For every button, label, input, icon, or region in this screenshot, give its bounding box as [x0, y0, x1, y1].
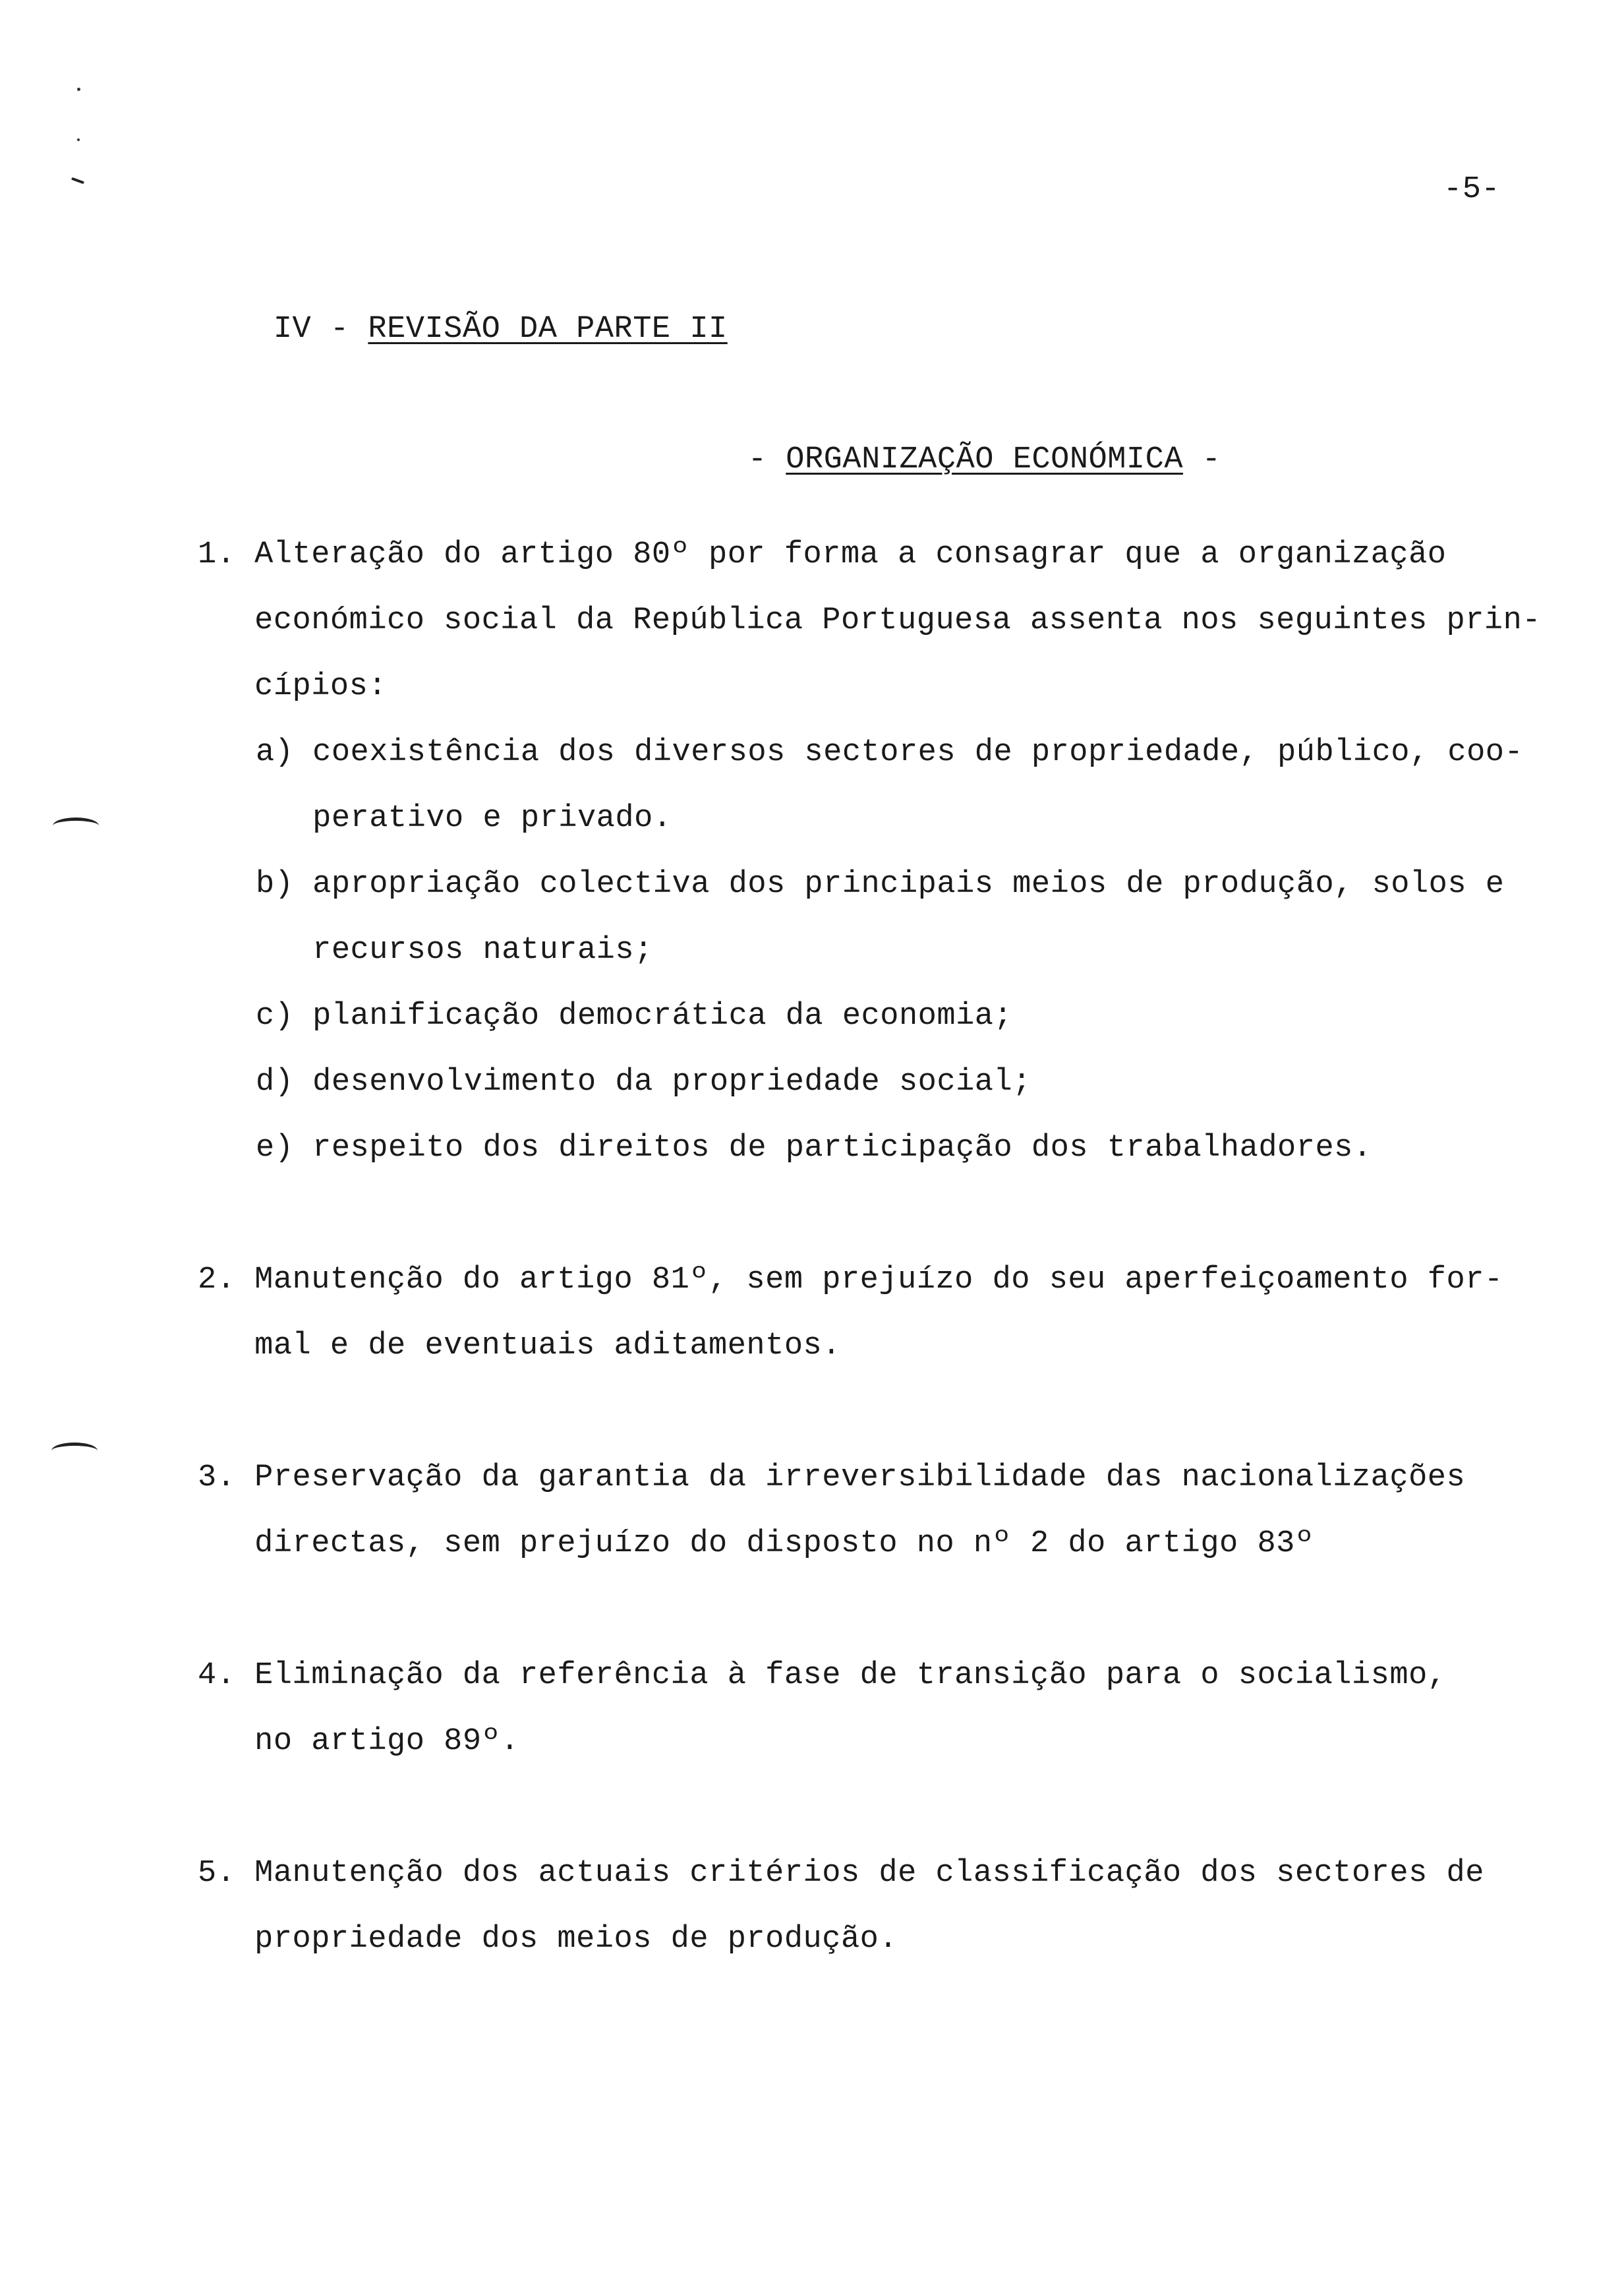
item-1c: c) planificação democrática da economia;	[256, 999, 1013, 1034]
item-1b-line-1: b) apropriação colectiva dos principais meios de produção, solos e	[256, 867, 1505, 902]
page-number: -5-	[1443, 172, 1501, 207]
item-5-line-2: propriedade dos meios de produção.	[198, 1922, 898, 1957]
subtitle-title: ORGANIZAÇÃO ECONÓMICA	[786, 442, 1184, 477]
item-1e: e) respeito dos direitos de participação dos trabalhadores.	[256, 1131, 1372, 1166]
subtitle	[672, 401, 1221, 520]
item-2-line-2: mal e de eventuais aditamentos.	[198, 1328, 841, 1363]
item-2-line-1: 2. Manutenção do artigo 81º, sem prejuízo do seu aperfeiçoamento for-	[198, 1263, 1503, 1297]
item-1a-line-2: perativo e privado.	[256, 801, 672, 836]
item-4-line-2: no artigo 89º.	[198, 1724, 519, 1759]
item-4-line-1: 4. Eliminação da referência à fase de transição para o socialismo,	[198, 1658, 1447, 1693]
subtitle-prefix: -	[747, 442, 786, 477]
punch-hole-mark	[53, 818, 99, 834]
item-1-line-2: económico social da República Portuguesa assenta nos seguintes prin-	[198, 603, 1542, 638]
item-1b-line-2: recursos naturais;	[256, 933, 653, 968]
item-5-line-1: 5. Manutenção dos actuais critérios de classificação dos sectores de	[198, 1856, 1484, 1891]
section-title: REVISÃO DA PARTE II	[368, 312, 728, 347]
item-1d: d) desenvolvimento da propriedade social;	[256, 1065, 1031, 1100]
section-heading	[198, 270, 728, 389]
section-number: IV -	[273, 312, 368, 347]
item-1-line-1: 1. Alteração do artigo 80º por forma a consagrar que a organização	[198, 537, 1447, 572]
item-1a-line-1: a) coexistência dos diversos sectores de propriedade, público, coo-	[256, 735, 1524, 770]
scan-speck	[77, 88, 80, 91]
scan-mark	[71, 177, 84, 185]
item-1-line-3: cípios:	[198, 669, 388, 704]
scan-speck	[77, 138, 80, 141]
item-3-line-2: directas, sem prejuízo do disposto no nº 2 do artigo 83º	[198, 1526, 1314, 1561]
punch-hole-mark	[51, 1442, 98, 1459]
item-3-line-1: 3. Preservação da garantia da irreversibilidade das nacionalizações	[198, 1460, 1466, 1495]
subtitle-suffix: -	[1183, 442, 1221, 477]
